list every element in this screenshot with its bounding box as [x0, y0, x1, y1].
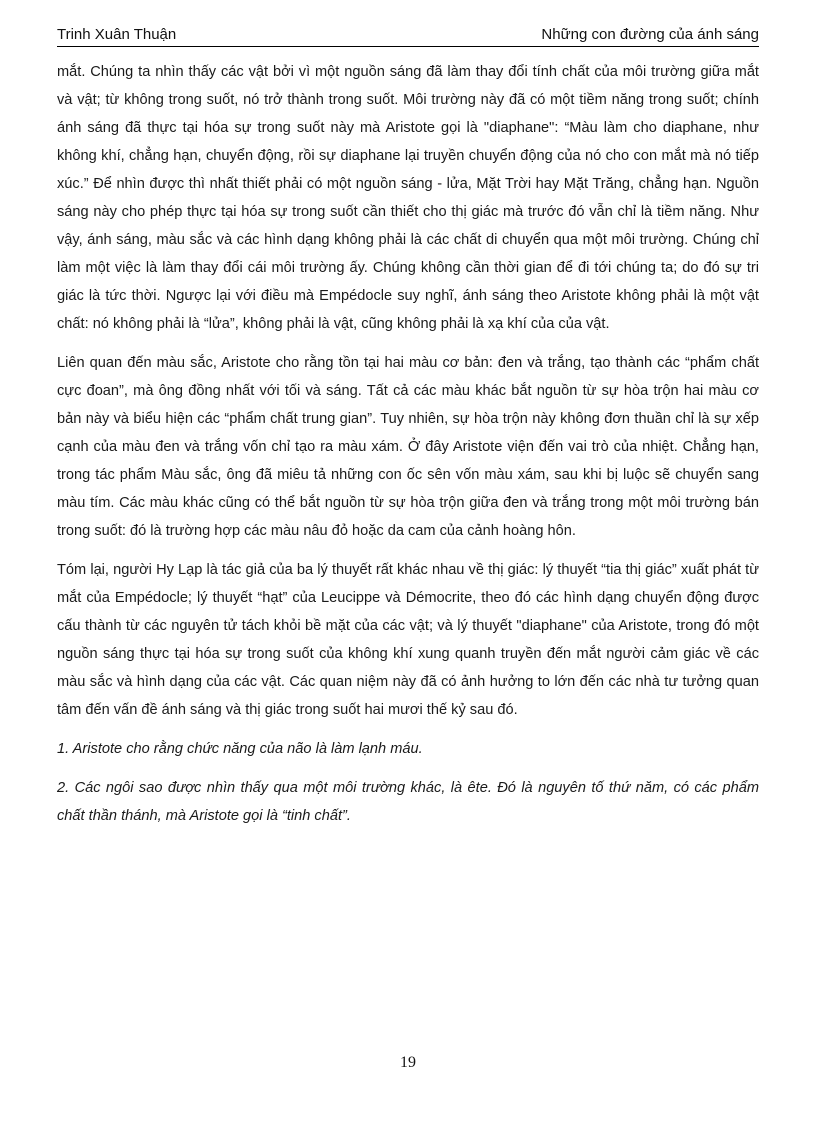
running-header	[57, 24, 759, 47]
header-book-title: Những con đường của ánh sáng	[541, 26, 759, 43]
footnote: 1. Aristote cho rằng chức năng của não là làm lạnh máu.	[57, 741, 423, 757]
paragraph: mắt. Chúng ta nhìn thấy các vật bởi vì một nguồn sáng đã làm thay đổi tính chất của môi trường giữa mắt và vật; từ không trong suốt, nó trở thành trong suốt. Môi trường này đã có một tiềm năng trong suốt; chính ánh sáng đã thực tại hóa sự trong suốt này mà Aristote gọi là "diaphane": “Màu làm cho diaphane, như không khí, chẳng hạn, chuyển động, rồi sự diaphane lại truyền chuyển động của nó cho con mắt mà nó tiếp xúc.” Để nhìn được thì nhất thiết phải có một nguồn sáng - lửa, Mặt Trời hay Mặt Trăng, chẳng hạn. Nguồn sáng này cho phép thực tại hóa sự trong suốt cần thiết cho thị giác mà trước đó vẫn chỉ là tiềm năng. Như vậy, ánh sáng, màu sắc và các hình dạng không phải là các chất di chuyển qua một môi trường. Chúng chỉ làm một việc là làm thay đổi cái môi trường ấy. Chúng không cần thời gian để đi tới chúng ta; do đó sự tri giác là tức thời. Ngược lại với điều mà Empédocle suy nghĩ, ánh sáng theo Aristote không phải là một vật chất: nó không phải là “lửa”, không phải là vật, cũng không phải là xạ khí của của vật.	[57, 64, 759, 332]
header-author: Trinh Xuân Thuận	[57, 26, 177, 43]
paragraph: Tóm lại, người Hy Lạp là tác giả của ba lý thuyết rất khác nhau về thị giác: lý thuyết “tia thị giác” xuất phát từ mắt của Empédocle; lý thuyết “hạt” của Leucippe và Démocrite, theo đó các hình dạng chuyển động được cấu thành từ các nguyên tử tách khỏi bề mặt của các vật; và lý thuyết "diaphane" của Aristote, trong đó một nguồn sáng thực tại hóa sự trong suốt của không khí xung quanh truyền đến mắt người cảm giác về các màu sắc và hình dạng của các vật. Các quan niệm này đã có ảnh hưởng to lớn đến các nhà tư tưởng quan tâm đến vấn đề ánh sáng và thị giác trong suốt hai mươi thế kỷ sau đó.	[57, 562, 759, 718]
footnote: 2. Các ngôi sao được nhìn thấy qua một môi trường khác, là ête. Đó là nguyên tố thứ năm, có các phẩm chất thần thánh, mà Aristote gọi là “tinh chất”.	[57, 780, 759, 824]
page-number: 19	[400, 1054, 416, 1071]
body-text	[57, 58, 759, 841]
paragraph: Liên quan đến màu sắc, Aristote cho rằng tồn tại hai màu cơ bản: đen và trắng, tạo thành các “phẩm chất cực đoan”, mà ông đồng nhất với tối và sáng. Tất cả các màu khác bắt nguồn từ sự hòa trộn hai màu cơ bản này và biểu hiện các “phẩm chất trung gian”. Tuy nhiên, sự hòa trộn này không đơn thuần chỉ là sự xếp cạnh của màu đen và trắng vốn chỉ tạo ra màu xám. Ở đây Aristote viện đến vai trò của nhiệt. Chẳng hạn, trong tác phẩm Màu sắc, ông đã miêu tả những con ốc sên vốn màu xám, sau khi bị luộc sẽ chuyển sang màu tím. Các màu khác cũng có thể bắt nguồn từ sự hòa trộn giữa đen và trắng trong một môi trường bán trong suốt: đó là trường hợp các màu nâu đỏ hoặc da cam của cảnh hoàng hôn.	[57, 355, 759, 539]
